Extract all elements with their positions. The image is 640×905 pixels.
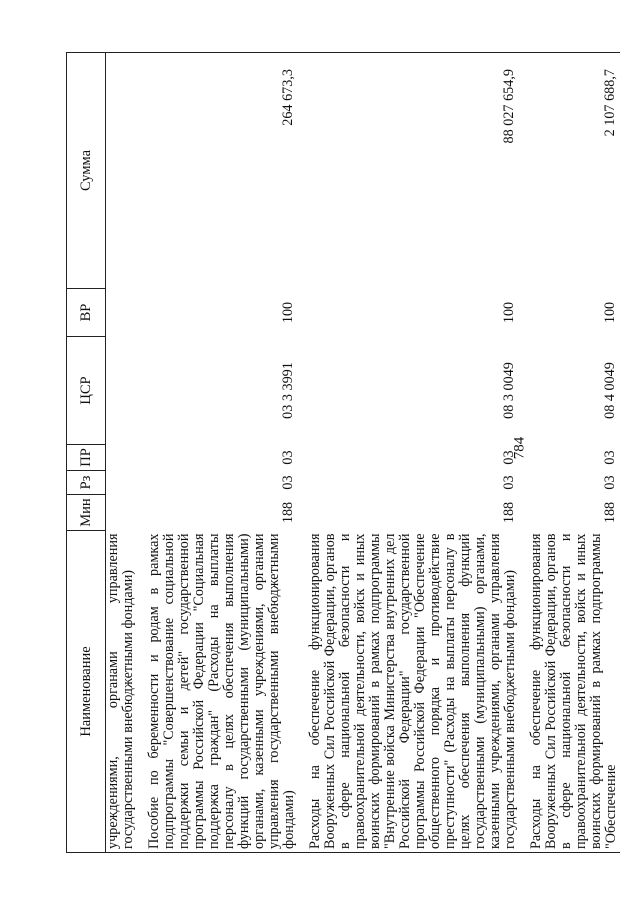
row-vr: 100 xyxy=(602,301,618,324)
row-pr: 03 xyxy=(501,450,517,465)
budget-table-sheet xyxy=(66,53,619,853)
row-name: Пособие по беременности и родам в рамках подпрограммы "Совершенствование социальной поддержки семьи и детей" государственной программы Российской Федерации "Социальная поддержка граждан" (Расходы на выплаты персоналу в целях обеспечения выполнения функций государственными (муниципальными) органами, казенными учреждениями, органами управления государственными внебюджетными фондами) xyxy=(137,531,298,853)
table-row xyxy=(519,53,620,853)
page-number: 784 xyxy=(511,436,528,460)
row-sum: 264 673,3 xyxy=(137,53,298,289)
row-rz: 03 xyxy=(280,475,296,490)
row-vr: 100 xyxy=(501,301,517,324)
row-name: Расходы на обеспечение функционирования Вооруженных Сил Российской Федерации, органов в сфере национальной безопасности и правоохранительной деятельности, войск и иных воинских формирований в рамках подпрограммы "Обеспечение xyxy=(519,531,620,853)
table-header-row xyxy=(67,53,106,853)
row-min: 188 xyxy=(280,501,296,524)
row-sum: 88 027 654,9 xyxy=(298,53,519,289)
row-vr: 100 xyxy=(280,301,296,324)
row-min: 188 xyxy=(501,501,517,524)
header-min: Мин xyxy=(67,495,106,531)
header-vr: ВР xyxy=(67,289,106,337)
row-vr xyxy=(106,289,138,337)
row-rz: 03 xyxy=(602,475,618,490)
row-pr: 03 xyxy=(280,450,296,465)
row-min: 188 xyxy=(602,501,618,524)
header-pr: ПР xyxy=(67,445,106,471)
row-csr xyxy=(106,337,138,445)
header-rz: Рз xyxy=(67,471,106,495)
row-csr: 03 3 3991 xyxy=(280,362,296,419)
row-rz: 03 xyxy=(501,475,517,490)
row-rz xyxy=(106,471,138,495)
row-csr: 08 4 0049 xyxy=(602,362,618,419)
header-name: Наименование xyxy=(67,531,106,853)
row-sum xyxy=(106,53,138,289)
header-csr: ЦСР xyxy=(67,337,106,445)
row-sum: 2 107 688,7 xyxy=(519,53,620,289)
row-name: Расходы на обеспечение функционирования Вооруженных Сил Российской Федерации, органов в сфере национальной безопасности и правоохранительной деятельности, войск и иных воинских формирований в рамках подпрограммы "Внутренние войска Министерства внутренних дел Российской Федерации" государственной программы Российской Федерации "Обеспечение общественного порядка и противодействие преступности" (Расходы на выплаты персоналу в целях обеспечения выполнения функций государственными (муниципальными) органами, казенными учреждениями, органами управления государственными внебюджетными фондами) xyxy=(298,531,519,853)
budget-table xyxy=(66,52,620,853)
table-row xyxy=(137,53,298,853)
header-sum: Сумма xyxy=(67,53,106,289)
row-pr xyxy=(106,445,138,471)
row-pr: 03 xyxy=(602,450,618,465)
table-row xyxy=(298,53,519,853)
row-csr: 08 3 0049 xyxy=(501,362,517,419)
row-name: учреждениями, органами управления государственными внебюджетными фондами) xyxy=(106,531,138,853)
row-min xyxy=(106,495,138,531)
table-row xyxy=(106,53,138,853)
